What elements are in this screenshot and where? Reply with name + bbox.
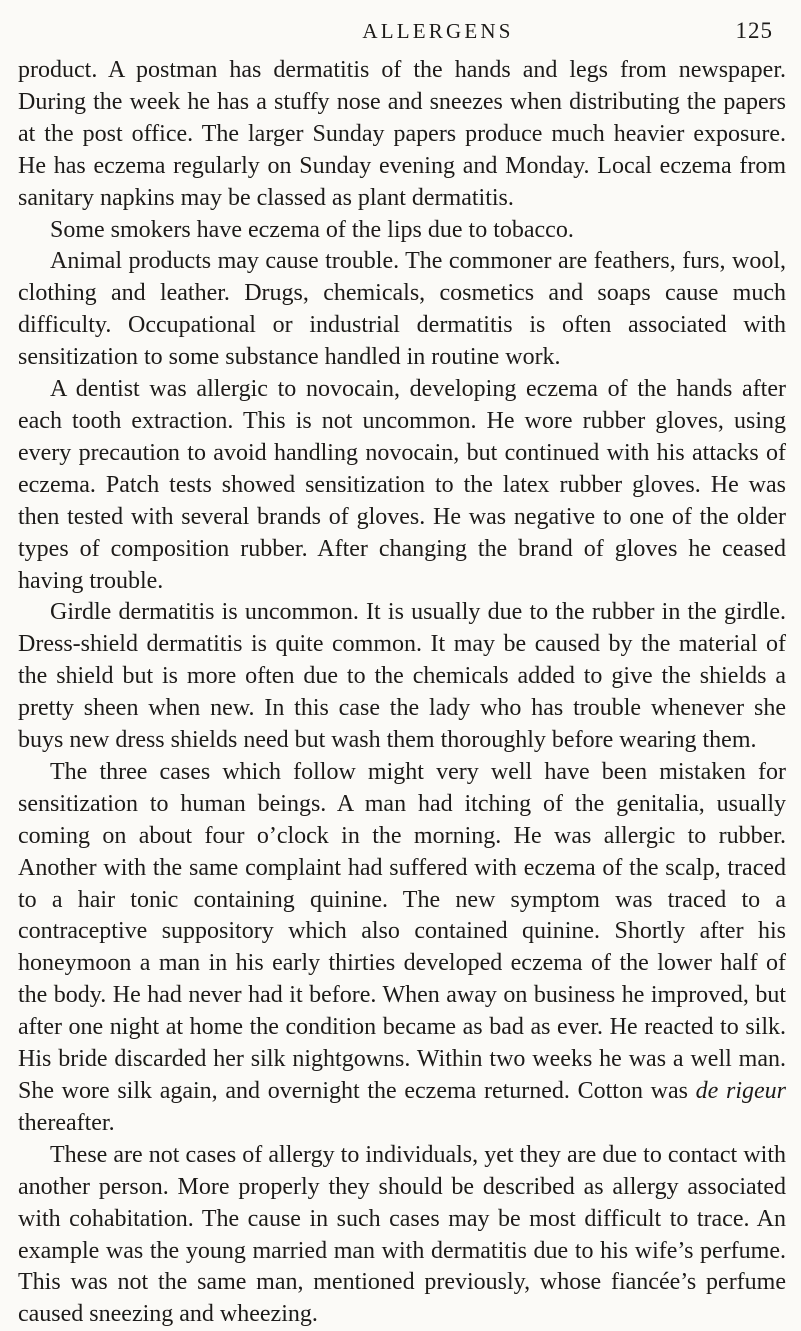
running-head (92, 14, 787, 48)
page-number: 125 (735, 18, 773, 43)
paragraph-postman: product. A postman has dermatitis of the hands and legs from newspaper. During the week he has a stuffy nose and sneezes when distributing the papers at the post office. The larger Sunday papers produce much heavier exposure. He has eczema regularly on Sunday evening and Monday. Local eczema from sanitary napkins may be classed as plant dermatitis. (18, 57, 786, 211)
paragraph-animal-products: Animal products may cause trouble. The commoner are feathers, furs, wool, clothing and leather. Drugs, chemicals, cosmetics and soaps cause much difficulty. Occupational or industrial dermatitis is often associated with sensitization to some substance handled in routine work. (18, 248, 786, 371)
paragraph-cohabitation: These are not cases of allergy to individuals, yet they are due to contact with another person. More properly they should be described as allergy associated with cohabitation. The cause in such cases may be most difficult to trace. An example was the young married man with dermatitis due to his wife’s perfume. This was not the same man, mentioned previously, whose fiancée’s perfume caused sneezing and wheezing. (18, 1141, 786, 1328)
paragraph-dentist: A dentist was allergic to novocain, developing eczema of the hands after each tooth extraction. This is not uncommon. He wore rubber gloves, using every precaution to avoid handling novocain, but continued with his attacks of eczema. Patch tests showed sensitization to the latex rubber gloves. He was then tested with several brands of gloves. He was negative to one of the older types of composition rubber. After changing the brand of gloves he ceased having trouble. (18, 376, 786, 594)
paragraph-three-cases (18, 757, 786, 1140)
body-text (18, 55, 786, 1331)
running-head-title: ALLERGENS (362, 19, 514, 43)
three-cases-ending: thereafter. (18, 1109, 115, 1136)
paragraph-girdle-dermatitis: Girdle dermatitis is uncommon. It is usually due to the rubber in the girdle. Dress-shield dermatitis is quite common. It may be caused by the material of the shield but is more often due to the chemicals added to give the shields a pretty sheen when new. In this case the lady who has trouble whenever she buys new dress shields need but wash them thoroughly before wearing them. (18, 599, 786, 754)
italic-phrase-de-rigeur: de rigeur (695, 1078, 786, 1104)
paragraph-tobacco: Some smokers have eczema of the lips due to tobacco. (50, 216, 574, 243)
three-cases-text: The three cases which follow might very well have been mistaken for sensitization to human beings. A man had itching of the genitalia, usually coming on about four o’clock in the morning. He was allergic to rubber. Another with the same complaint had suffered with eczema of the scalp, traced to a hair tonic containing quinine. The new symptom was traced to a contraceptive suppository which also contained quinine. Shortly after his honeymoon a man in his early thirties developed eczema of the lower half of the body. He had never had it before. When away on business he improved, but after one night at home the condition became as bad as ever. He reacted to silk. His bride discarded her silk nightgowns. Within two weeks he was a well man. She wore silk again, and overnight the eczema returned. Cotton was (18, 758, 786, 1104)
